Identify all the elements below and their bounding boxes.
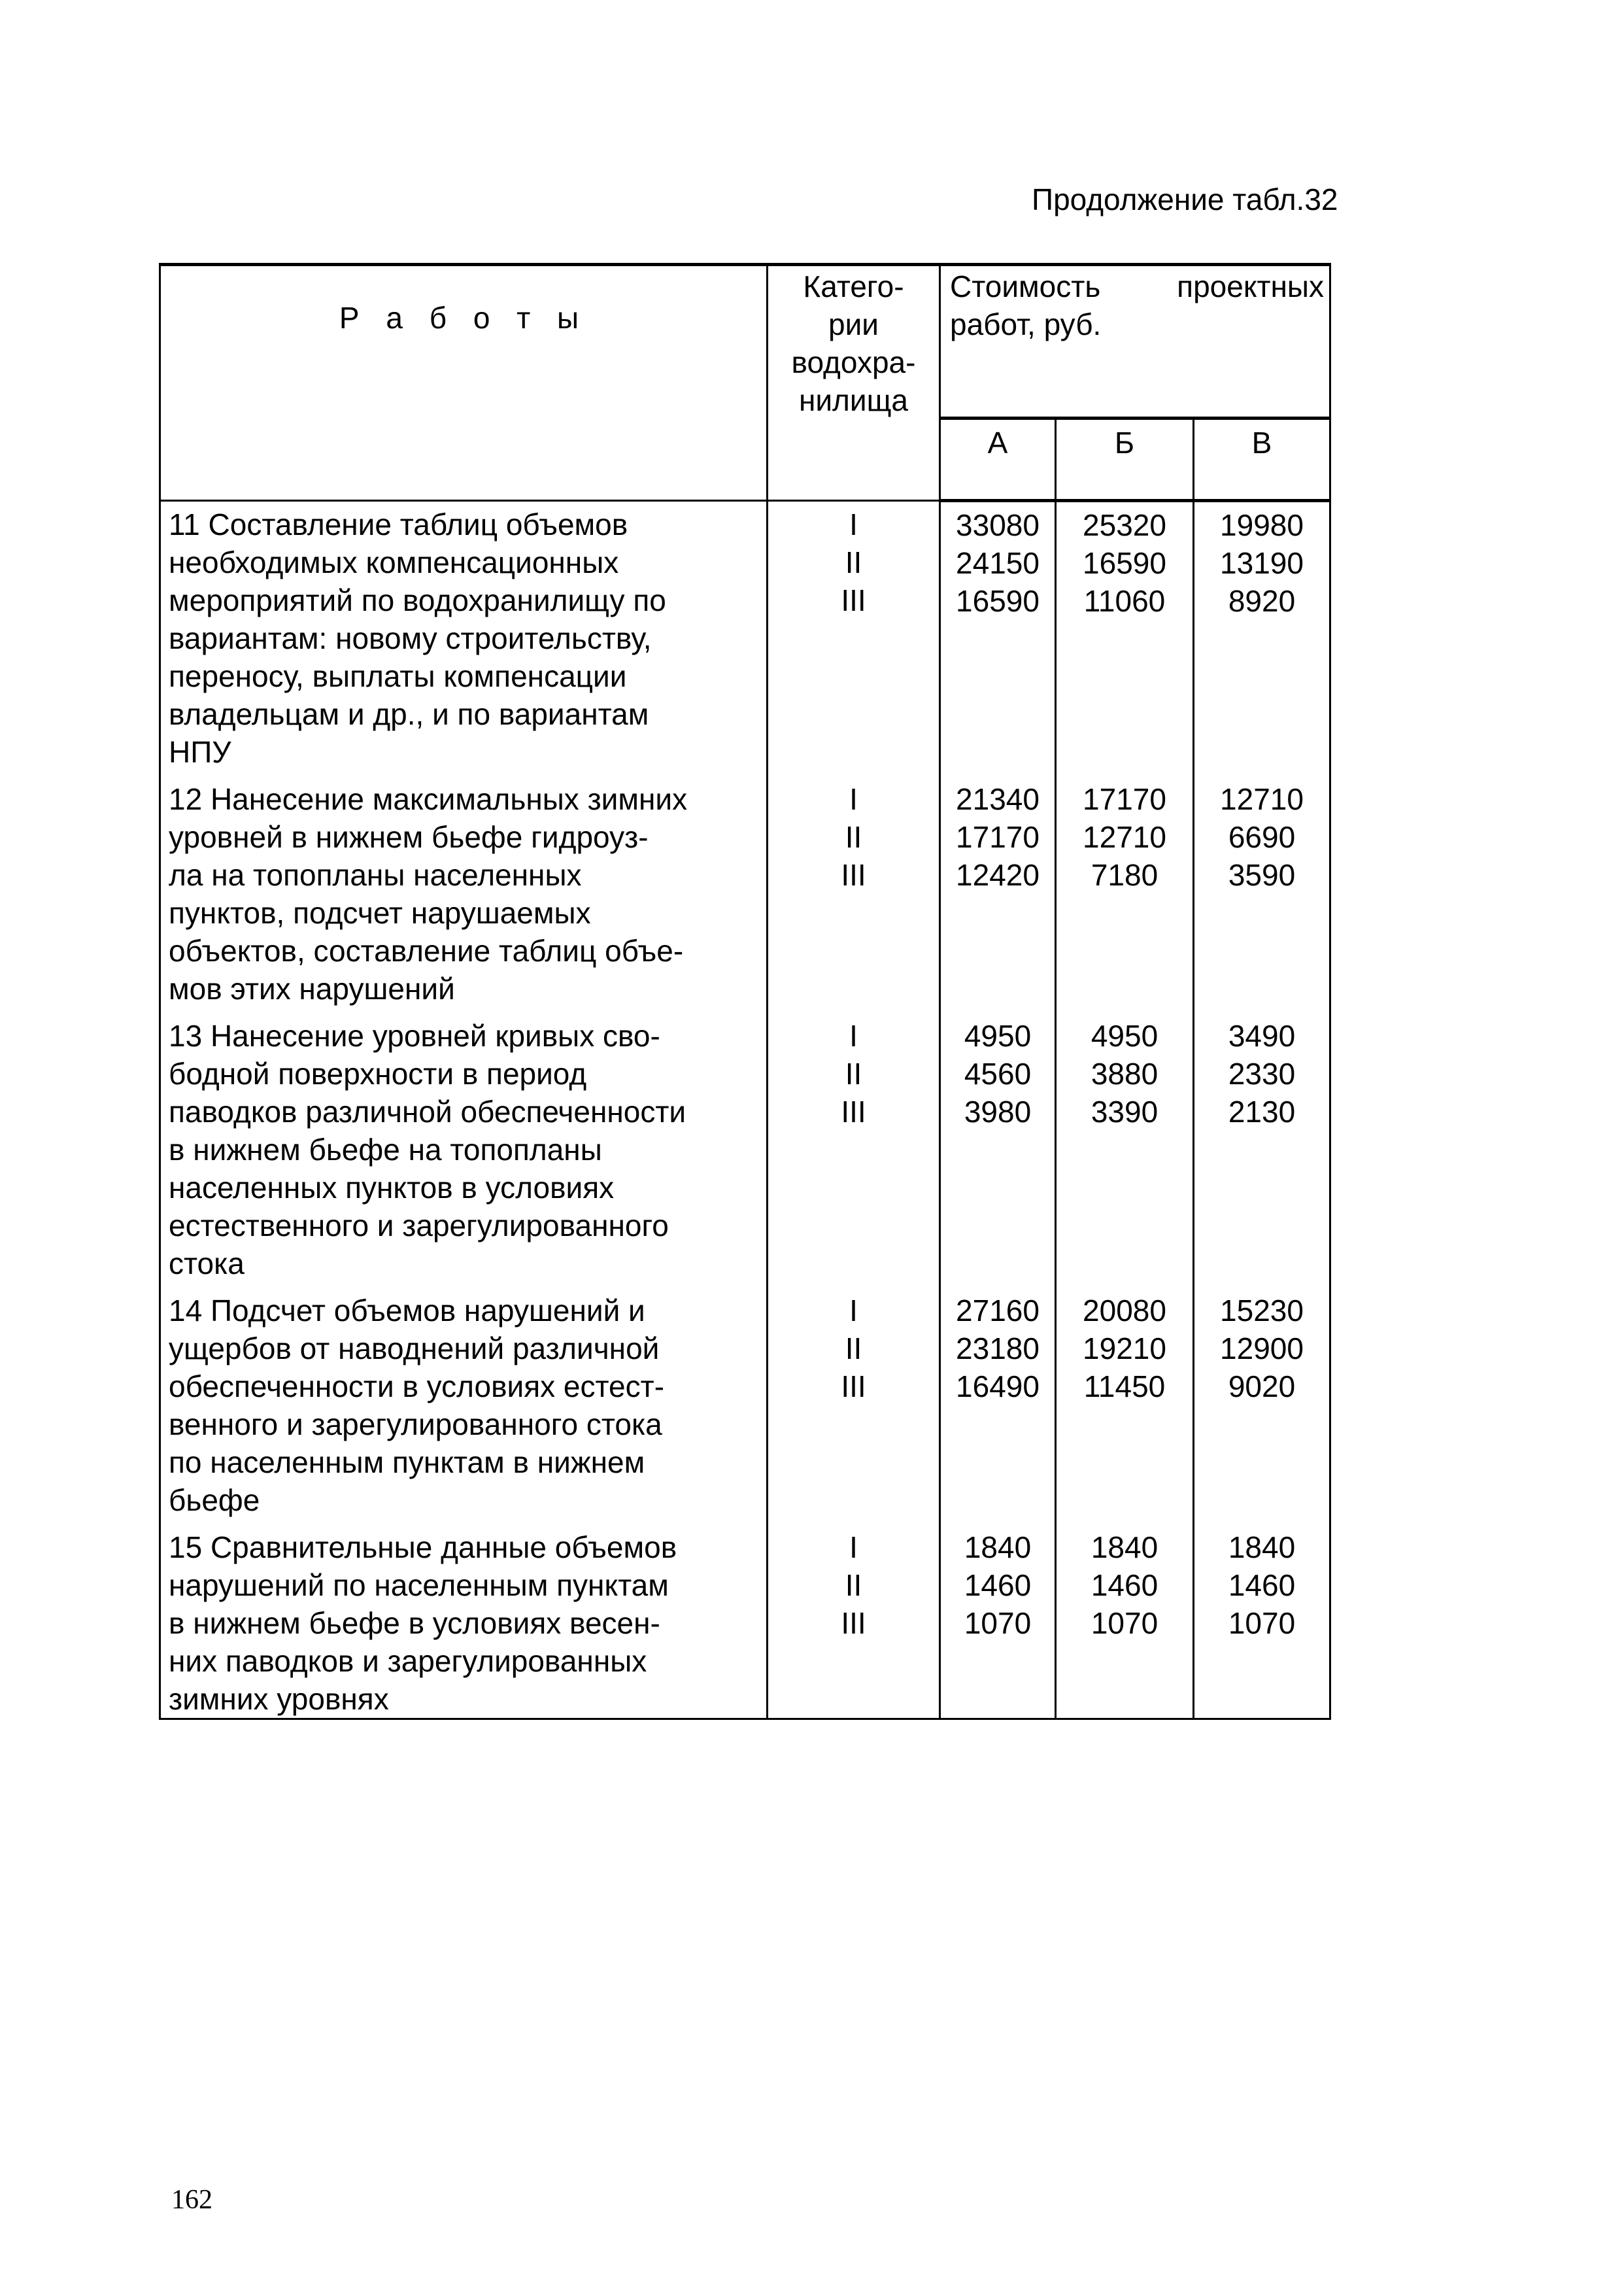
work-description-line: 13 Нанесение уровней кривых сво-: [169, 1019, 660, 1053]
cost-value: 24150: [956, 546, 1040, 580]
cost-value: 4560: [964, 1057, 1032, 1091]
category-value: I: [849, 1530, 858, 1564]
work-description-line: мероприятий по водохранилищу по: [169, 583, 666, 617]
header-category: [768, 265, 940, 501]
cost-value: 19210: [1083, 1331, 1166, 1365]
cost-value: 3880: [1091, 1057, 1159, 1091]
cost-value: 19980: [1220, 508, 1304, 542]
cost-value: 23180: [956, 1331, 1040, 1365]
cost-value: 16490: [956, 1369, 1040, 1403]
cost-value: 2330: [1228, 1057, 1296, 1091]
cost-value: 13190: [1220, 546, 1304, 580]
cost-a-cell: [940, 501, 1056, 774]
category-value: II: [845, 545, 862, 579]
work-description-line: естественного и зарегулированного: [169, 1208, 669, 1242]
work-description-line: переносу, выплаты компенсации: [169, 659, 627, 693]
header-category-line: нилища: [798, 383, 909, 417]
work-description-line: стока: [169, 1246, 245, 1280]
work-description-line: бодной поверхности в период: [169, 1057, 587, 1091]
cost-value: 2130: [1228, 1095, 1296, 1129]
header-category-line: рии: [828, 307, 879, 341]
work-description-line: паводков различной обеспеченности: [169, 1095, 686, 1129]
page-number: 162: [171, 2185, 212, 2215]
work-description-line: НПУ: [169, 735, 231, 769]
work-description: [160, 1522, 768, 1719]
table-row: [160, 501, 1330, 774]
header-variant-a: А: [940, 419, 1056, 501]
work-description-line: 12 Нанесение максимальных зимних: [169, 782, 688, 816]
header-category-line: Катего-: [803, 269, 904, 303]
cost-value: 3980: [964, 1095, 1032, 1129]
work-description-line: уровней в нижнем бьефе гидроуз-: [169, 820, 649, 854]
cost-value: 4950: [1091, 1019, 1159, 1053]
cost-value: 4950: [964, 1019, 1032, 1053]
cost-value: 1840: [1091, 1530, 1159, 1564]
cost-value: 12420: [956, 858, 1040, 892]
category-cell: [768, 1285, 940, 1522]
work-description-line: по населенным пунктам в нижнем: [169, 1445, 645, 1479]
cost-v-cell: [1194, 501, 1330, 774]
cost-value: 7180: [1091, 858, 1159, 892]
category-value: II: [845, 1057, 862, 1091]
work-description-line: пунктов, подсчет нарушаемых: [169, 896, 591, 930]
work-description-line: бьефе: [169, 1483, 260, 1517]
header-works: Р а б о т ы: [160, 265, 768, 501]
category-value: III: [841, 583, 866, 617]
cost-value: 16590: [1083, 546, 1166, 580]
work-description-line: них паводков и зарегулированных: [169, 1644, 647, 1678]
cost-a-cell: [940, 1522, 1056, 1719]
header-category-line: водохра-: [791, 345, 916, 379]
header-cost: [940, 265, 1330, 419]
cost-value: 3590: [1228, 858, 1296, 892]
cost-a-cell: [940, 774, 1056, 1010]
cost-b-cell: [1056, 774, 1194, 1010]
work-description-line: в нижнем бьефе в условиях весен-: [169, 1606, 660, 1640]
cost-value: 1840: [964, 1530, 1032, 1564]
cost-a-cell: [940, 1285, 1056, 1522]
category-value: I: [849, 1019, 858, 1053]
category-value: II: [845, 1568, 862, 1602]
header-cost-word: проектных: [1177, 269, 1324, 303]
cost-value: 11450: [1083, 1369, 1166, 1403]
work-description-line: зимних уровнях: [169, 1682, 389, 1716]
header-cost-line2: работ, руб.: [950, 307, 1102, 341]
table-row: [160, 1285, 1330, 1522]
cost-value: 1460: [964, 1568, 1032, 1602]
cost-value: 33080: [956, 508, 1040, 542]
work-description-line: в нижнем бьефе на топопланы: [169, 1133, 602, 1167]
category-value: I: [849, 782, 858, 816]
category-cell: [768, 774, 940, 1010]
cost-value: 1070: [1091, 1606, 1159, 1640]
work-description-line: вариантам: новому строительству,: [169, 621, 652, 655]
cost-value: 3490: [1228, 1019, 1296, 1053]
cost-value: 12900: [1220, 1331, 1304, 1365]
category-value: I: [849, 507, 858, 541]
header-variant-v: В: [1194, 419, 1330, 501]
cost-value: 16590: [956, 584, 1040, 618]
cost-value: 27160: [956, 1294, 1040, 1328]
work-description-line: венного и зарегулированного стока: [169, 1407, 662, 1441]
work-description: [160, 1010, 768, 1285]
work-description-line: населенных пунктов в условиях: [169, 1171, 615, 1205]
cost-value: 12710: [1220, 782, 1304, 816]
cost-value: 1460: [1228, 1568, 1296, 1602]
cost-v-cell: [1194, 1010, 1330, 1285]
cost-value: 12710: [1083, 820, 1166, 854]
cost-b-cell: [1056, 501, 1194, 774]
cost-v-cell: [1194, 1522, 1330, 1719]
work-description-line: необходимых компенсационных: [169, 545, 619, 579]
work-description-line: 14 Подсчет объемов нарушений и: [169, 1294, 645, 1328]
table-row: [160, 1010, 1330, 1285]
category-value: III: [841, 1369, 866, 1403]
cost-value: 15230: [1220, 1294, 1304, 1328]
work-description-line: 15 Сравнительные данные объемов: [169, 1530, 677, 1564]
work-description-line: нарушений по населенным пунктам: [169, 1568, 669, 1602]
work-description: [160, 774, 768, 1010]
cost-value: 1840: [1228, 1530, 1296, 1564]
cost-v-cell: [1194, 1285, 1330, 1522]
cost-value: 25320: [1083, 508, 1166, 542]
cost-value: 1460: [1091, 1568, 1159, 1602]
work-description-line: объектов, составление таблиц объе-: [169, 934, 684, 968]
category-value: III: [841, 1606, 866, 1640]
cost-table: [159, 263, 1331, 1720]
work-description-line: мов этих нарушений: [169, 972, 455, 1006]
table-row: [160, 1522, 1330, 1719]
category-cell: [768, 1522, 940, 1719]
category-value: III: [841, 1095, 866, 1129]
work-description: [160, 501, 768, 774]
cost-value: 1070: [964, 1606, 1032, 1640]
work-description: [160, 1285, 768, 1522]
cost-b-cell: [1056, 1285, 1194, 1522]
work-description-line: ла на топопланы населенных: [169, 858, 582, 892]
cost-value: 9020: [1228, 1369, 1296, 1403]
cost-value: 21340: [956, 782, 1040, 816]
cost-value: 1070: [1228, 1606, 1296, 1640]
cost-v-cell: [1194, 774, 1330, 1010]
category-cell: [768, 501, 940, 774]
header-variant-b: Б: [1056, 419, 1194, 501]
work-description-line: обеспеченности в условиях естест-: [169, 1369, 665, 1403]
category-value: I: [849, 1294, 858, 1328]
category-cell: [768, 1010, 940, 1285]
category-value: III: [841, 858, 866, 892]
cost-value: 6690: [1228, 820, 1296, 854]
cost-value: 11060: [1083, 584, 1166, 618]
work-description-line: 11 Составление таблиц объемов: [169, 507, 628, 541]
cost-value: 17170: [1083, 782, 1166, 816]
cost-value: 8920: [1228, 584, 1296, 618]
cost-b-cell: [1056, 1522, 1194, 1719]
work-description-line: ущербов от наводнений различной: [169, 1331, 660, 1365]
cost-a-cell: [940, 1010, 1056, 1285]
category-value: II: [845, 1331, 862, 1365]
cost-value: 3390: [1091, 1095, 1159, 1129]
header-cost-word: Стоимость: [950, 269, 1101, 303]
work-description-line: владельцам и др., и по вариантам: [169, 697, 649, 731]
table-continuation-caption: Продолжение табл.32: [1032, 182, 1338, 216]
cost-value: 20080: [1083, 1294, 1166, 1328]
category-value: II: [845, 820, 862, 854]
cost-b-cell: [1056, 1010, 1194, 1285]
table-row: [160, 774, 1330, 1010]
cost-value: 17170: [956, 820, 1040, 854]
